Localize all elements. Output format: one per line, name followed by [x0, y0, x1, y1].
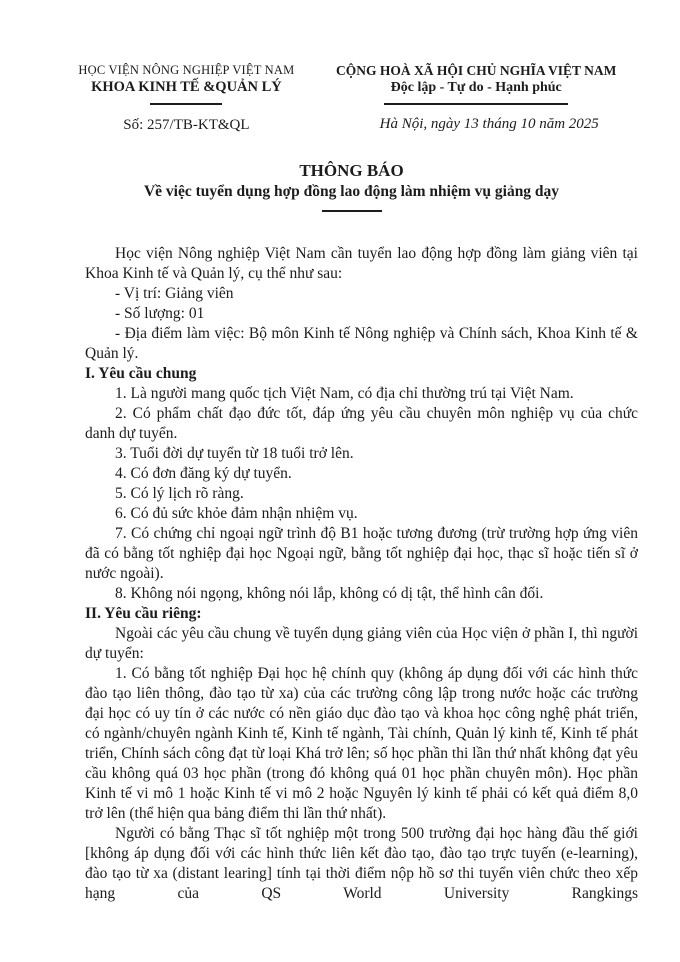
section-2-heading: II. Yêu cầu riêng:: [85, 605, 202, 622]
requirement-2: 2. Có phẩm chất đạo đức tốt, đáp ứng yêu cầu chuyên môn nghiệp vụ của chức danh dự tuyển.: [85, 405, 638, 442]
requirement-8: 8. Không nói ngọng, không nói lắp, không có dị tật, thể hình cân đối.: [115, 585, 544, 602]
document-title: THÔNG BÁO: [299, 161, 404, 180]
title-block: [65, 161, 638, 212]
document-body: [85, 244, 638, 904]
requirement-5: 5. Có lý lịch rõ ràng.: [115, 485, 244, 502]
issuing-org-block: [67, 63, 316, 134]
requirement-1: 1. Là người mang quốc tịch Việt Nam, có địa chỉ thường trú tại Việt Nam.: [115, 385, 574, 402]
requirement-4: 4. Có đơn đăng ký dự tuyển.: [115, 465, 292, 482]
masters-requirement: Người có bằng Thạc sĩ tốt nghiệp một trong 500 trường đại học hàng đầu thế giới [không áp dụng đối với các hình thức liên kết đào tạo, đào tạo trực tuyến (e-learning), đào tạo từ xa (distant learing] tính tại thời điểm nộp hồ sơ thi tuyển viên chức theo xếp hạng của QS World University Rangkings: [85, 825, 638, 902]
place-date: Hà Nội, ngày 13 tháng 10 năm 2025: [379, 116, 599, 132]
title-divider-line: [322, 210, 382, 212]
intro-paragraph: Học viện Nông nghiệp Việt Nam cần tuyển lao động hợp đồng làm giảng viên tại Khoa Kinh tế và Quản lý, cụ thể như sau:: [85, 245, 638, 282]
document-header: [78, 63, 638, 134]
org-divider-line: [150, 103, 222, 105]
requirement-3: 3. Tuổi đời dự tuyển từ 18 tuổi trở lên.: [115, 445, 354, 462]
section-1-heading: I. Yêu cầu chung: [85, 365, 197, 382]
document-subtitle: Về việc tuyển dụng hợp đồng lao động làm nhiệm vụ giảng dạy: [143, 183, 560, 200]
org-name: HỌC VIỆN NÔNG NGHIỆP VIỆT NAM: [78, 63, 295, 77]
national-title: CỘNG HOÀ XÃ HỘI CHỦ NGHĨA VIỆT NAM: [336, 63, 617, 78]
position-item: - Vị trí: Giảng viên: [115, 285, 234, 302]
requirement-6: 6. Có đủ sức khỏe đảm nhận nhiệm vụ.: [115, 505, 358, 522]
doc-number: Số: 257/TB-KT&QL: [123, 117, 250, 133]
location-item: - Địa điểm làm việc: Bộ môn Kinh tế Nông nghiệp và Chính sách, Khoa Kinh tế & Quản lý.: [85, 325, 638, 362]
motto-divider-line: [384, 103, 568, 105]
dept-name: KHOA KINH TẾ &QUẢN LÝ: [91, 79, 282, 95]
quantity-item: - Số lượng: 01: [115, 305, 205, 322]
requirement-7: 7. Có chứng chỉ ngoại ngữ trình độ B1 hoặc tương đương (trừ trường hợp ứng viên đã có bằng tốt nghiệp đại học Ngoại ngữ, bằng tốt nghiệp đại học, thạc sĩ hoặc tiến sĩ ở nước ngoài).: [85, 525, 638, 582]
national-header-block: [316, 63, 637, 134]
specific-intro-paragraph: Ngoài các yêu cầu chung về tuyển dụng giảng viên của Học viện ở phần I, thì người dự tuyển:: [85, 625, 638, 662]
national-motto: Độc lập - Tự do - Hạnh phúc: [390, 80, 562, 95]
degree-requirement: 1. Có bằng tốt nghiệp Đại học hệ chính quy (không áp dụng đối với các hình thức đào tạo liên thông, đào tạo từ xa) của các trường công lập trong nước hoặc các trường đại học có uy tín ở các nước có nền giáo dục đào tạo và khoa học công nghệ phát triển, có ngành/chuyên ngành Kinh tế, Kinh tế ngành, Tài chính, Quản lý kinh tế, Kinh tế phát triển, Chính sách công đạt từ loại Khá trở lên; số học phần thi lần thứ nhất không đạt yêu cầu không quá 03 học phần (trong đó không quá 01 học phần chuyên môn). Học phần Kinh tế vi mô 1 hoặc Kinh tế vi mô 2 hoặc Nguyên lý kinh tế phải có kết quả điểm 8,0 trở lên (thể hiện qua bảng điểm thi lần thứ nhất).: [85, 665, 638, 822]
